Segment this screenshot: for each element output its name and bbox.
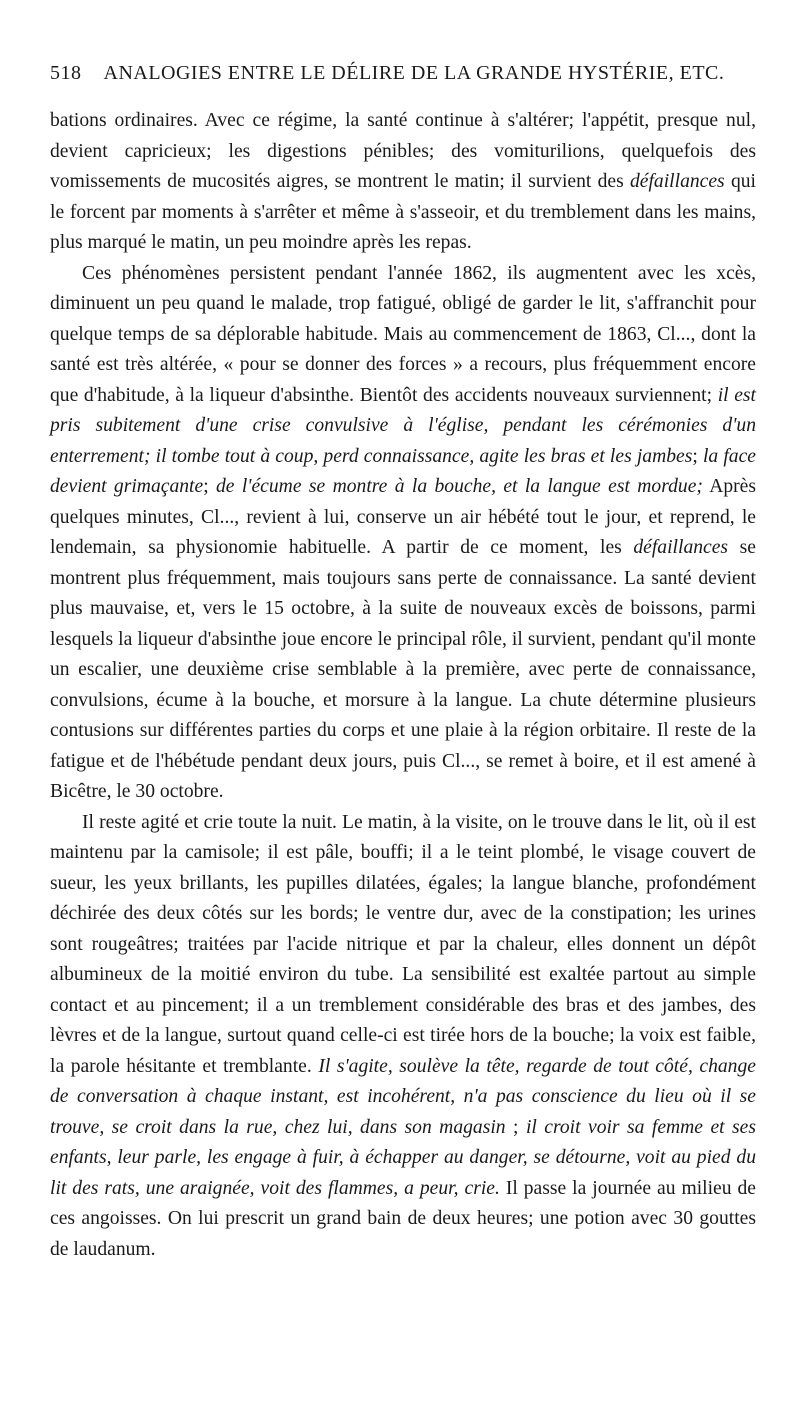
italic-run: la face devient grimaçante: [50, 445, 756, 497]
paragraph-2: [50, 259, 756, 808]
text-run: se montrent plus fréquemment, mais toujours sans perte de connaissance. La santé devient plus mauvaise, et, vers le 15 octobre, à la suite de nouveaux excès de boissons, parmi lesquels la liqueur d'absinthe joue encore le principal rôle, il survient, pendant qu'il monte un escalier, une deuxième crise semblable à la première, avec perte de connaissance, convulsions, écume à la bouche, et morsure à la langue. La chute détermine plusieurs contusions sur différentes parties du corps et une plaie à la région orbitaire. Il reste de la fatigue et de l'hébétude pendant deux jours, puis Cl..., se remet à boire, et il est amené à Bicêtre, le 30 octobre.: [50, 537, 756, 802]
text-run: Il reste agité et crie toute la nuit. Le matin, à la visite, on le trouve dans le lit, où il est maintenu par la camisole; il est pâle, bouffi; il a le teint plombé, le visage couvert de sueur, les yeux brillants, les pupilles dilatées, égales; la langue blanche, profondément déchirée des deux côtés sur les bords; le ventre dur, avec de la constipation; les urines sont rougeâtres; traitées par l'acide nitrique et par la chaleur, elles donnent un dépôt albumineux de la moitié environ du tube. La sensibilité est exaltée partout au simple contact et au pincement; il a un tremblement considérable des bras et des jambes, des lèvres et de la langue, surtout quand celle-ci est tirée hors de la bouche; la voix est faible, la parole hésitante et tremblante.: [50, 811, 756, 1077]
italic-run: défaillances: [630, 171, 725, 192]
italic-run: il croit voir sa femme et ses enfants, leur parle, les engage à fuir, à échapper au danger, se détourne, voit au pied du lit des rats, une araignée, voit des flammes, a peur, crie.: [50, 1116, 756, 1199]
page-number: 518: [50, 62, 82, 84]
running-header: [50, 62, 756, 92]
italic-run: il est pris subitement d'une crise convulsive à l'église, pendant les cérémonies d'un enterrement; il tombe tout à coup, perd connaissance, agite les bras et les jambes: [50, 384, 756, 467]
italic-run: Il s'agite, soulève la tête, regarde de tout côté, change de conversation à chaque instant, est incohérent, n'a pas conscience du lieu où il se trouve, se croit dans la rue, chez lui, dans son magasin: [50, 1055, 756, 1138]
text-run: Après quelques minutes, Cl..., revient à lui, conserve un air hébété tout le jour, et reprend, le lendemain, sa physionomie habituelle. A partir de ce moment, les: [50, 476, 756, 558]
text-run: ;: [692, 445, 703, 467]
paragraph-3: [50, 808, 756, 1266]
text-run: bations ordinaires. Avec ce régime, la santé continue à s'altérer; l'appétit, presque nul, devient capricieux; les digestions pénibles; des vomiturilions, quelquefois des vomissements de mucosités aigres, se montrent le matin; il survient des: [50, 110, 756, 192]
paragraph-1: [50, 106, 756, 259]
text-run: Ces phénomènes persistent pendant l'année 1862, ils augmentent avec les xcès, diminuent un peu quand le malade, trop fatigué, obligé de garder le lit, s'affranchit pour quelque temps de sa déplorable habitude. Mais au commencement de 1863, Cl..., dont la santé est très altérée, « pour se donner des forces » a recours, plus fréquemment encore que d'habitude, à la liqueur d'absinthe. Bientôt des accidents nouveaux surviennent;: [50, 262, 756, 406]
text-run: Il passe la journée au milieu de ces angoisses. On lui prescrit un grand bain de deux heures; une potion avec 30 gouttes de laudanum.: [50, 1177, 756, 1260]
italic-run: de l'écume se montre à la bouche, et la langue est mordue;: [216, 476, 703, 497]
body-text: [50, 106, 756, 1265]
text-run: qui le forcent par moments à s'arrêter et même à s'asseoir, et du tremblement dans les mains, plus marqué le matin, un peu moindre après les repas.: [50, 171, 756, 253]
running-title: ANALOGIES ENTRE LE DÉLIRE DE LA GRANDE HYSTÉRIE, ETC.: [103, 62, 725, 84]
text-run: ;: [505, 1116, 526, 1138]
italic-run: défaillances: [633, 537, 729, 558]
text-run: ;: [203, 476, 216, 497]
